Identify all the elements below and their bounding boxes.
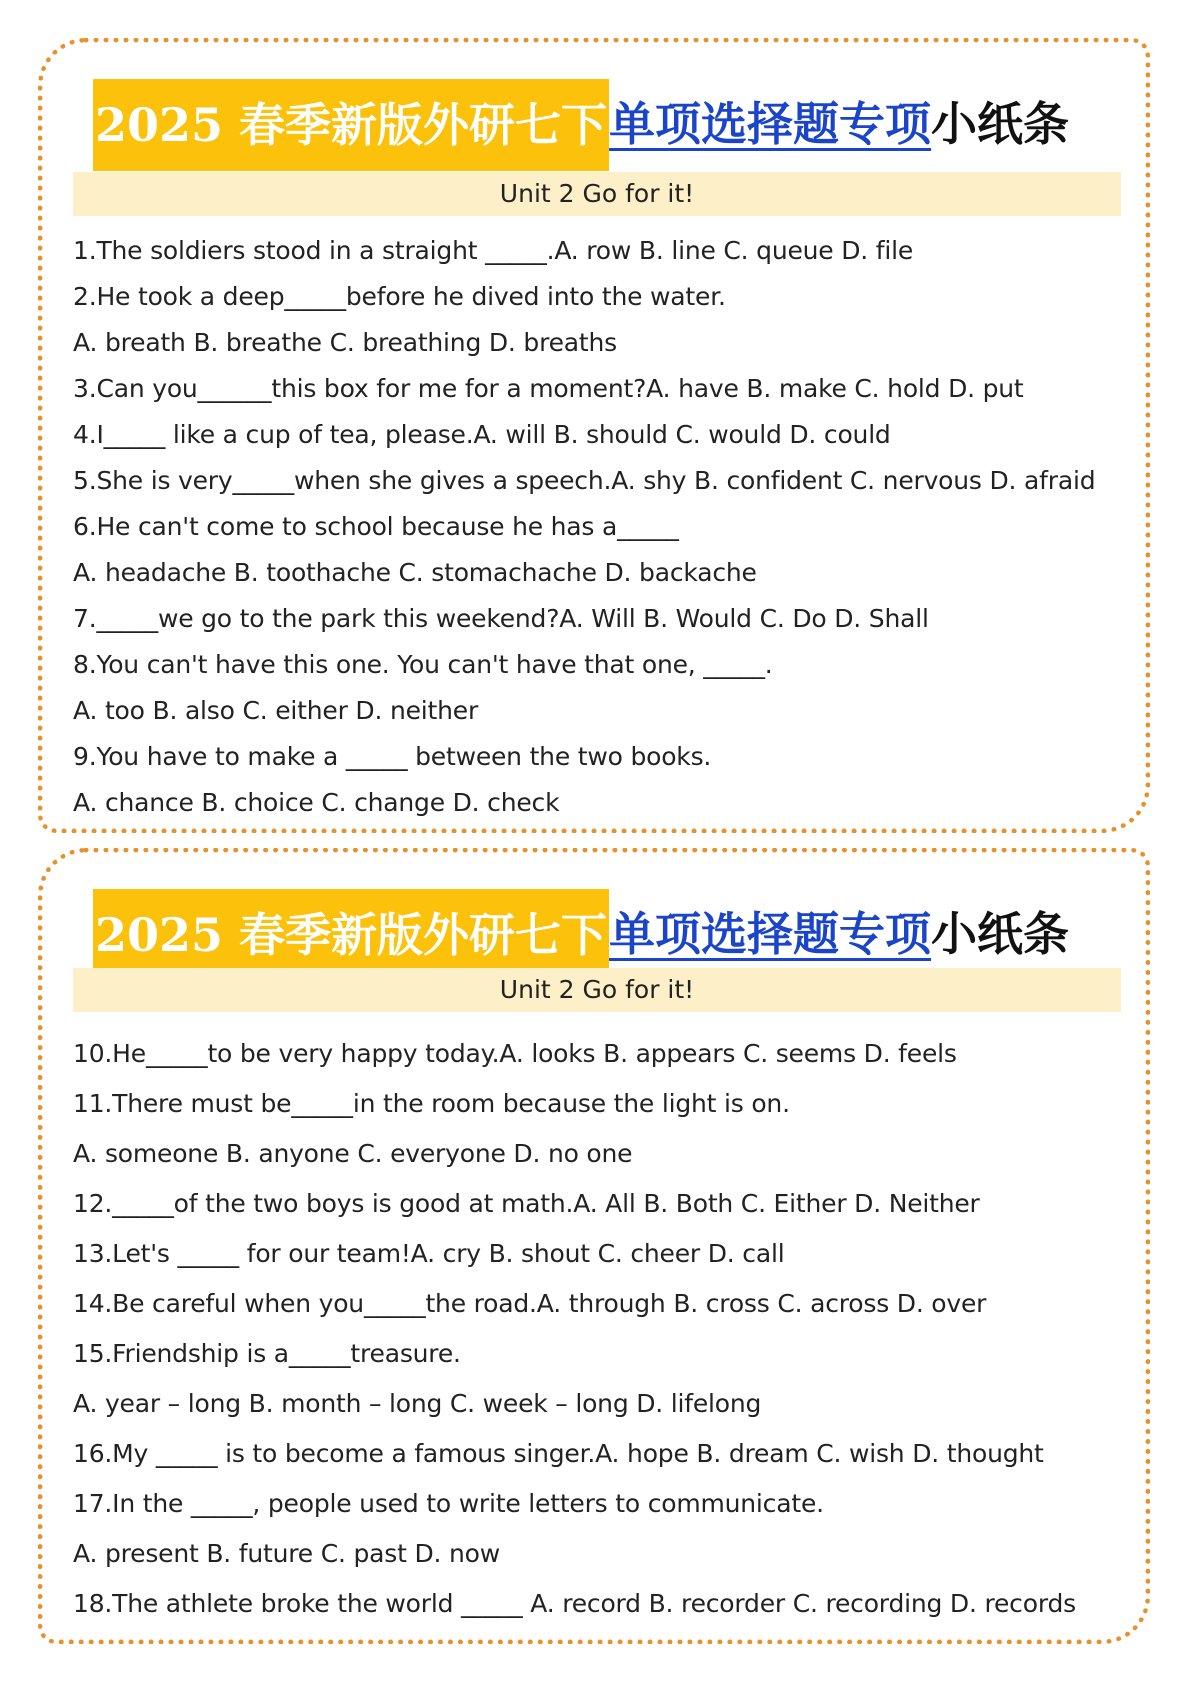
question-list <box>73 1029 1133 1629</box>
title-topic: 单项选择题专项 <box>609 97 932 151</box>
question-line: A. breath B. breathe C. breathing D. breaths <box>73 328 617 357</box>
question-line: 12._____of the two boys is good at math.A. All B. Both C. Either D. Neither <box>73 1189 980 1218</box>
title-highlight: 2025 春季新版外研七下 <box>93 889 609 981</box>
question-line: 11.There must be_____in the room because the light is on. <box>73 1089 790 1118</box>
question-line: A. chance B. choice C. change D. check <box>73 788 560 817</box>
question-line: 10.He_____to be very happy today.A. looks B. appears C. seems D. feels <box>73 1039 957 1068</box>
question-line: 4.I_____ like a cup of tea, please.A. will B. should C. would D. could <box>73 420 891 449</box>
question-line: 16.My _____ is to become a famous singer.A. hope B. dream C. wish D. thought <box>73 1439 1044 1468</box>
question-line: A. someone B. anyone C. everyone D. no one <box>73 1139 633 1168</box>
question-line: 13.Let's _____ for our team!A. cry B. shout C. cheer D. call <box>73 1239 785 1268</box>
question-list <box>73 228 1133 826</box>
question-line: 7._____we go to the park this weekend?A. Will B. Would C. Do D. Shall <box>73 604 929 633</box>
title-suffix: 小纸条 <box>931 907 1070 961</box>
card-title <box>93 79 1153 171</box>
question-line: 2.He took a deep_____before he dived into the water. <box>73 282 726 311</box>
question-line: 8.You can't have this one. You can't have that one, _____. <box>73 650 773 679</box>
question-line: A. present B. future C. past D. now <box>73 1539 500 1568</box>
unit-heading: Unit 2 Go for it! <box>73 968 1121 1012</box>
question-line: 3.Can you______this box for me for a moment?A. have B. make C. hold D. put <box>73 374 1024 403</box>
question-line: A. headache B. toothache C. stomachache D. backache <box>73 558 757 587</box>
note-card-1 <box>38 38 1150 833</box>
note-card-2 <box>38 848 1150 1644</box>
question-line: 9.You have to make a _____ between the two books. <box>73 742 712 771</box>
title-suffix: 小纸条 <box>931 97 1070 151</box>
question-line: 1.The soldiers stood in a straight _____.A. row B. line C. queue D. file <box>73 236 914 265</box>
question-line: 18.The athlete broke the world _____ A. record B. recorder C. recording D. records <box>73 1589 1076 1618</box>
question-line: 15.Friendship is a_____treasure. <box>73 1339 461 1368</box>
question-line: A. year – long B. month – long C. week – long D. lifelong <box>73 1389 762 1418</box>
question-line: 14.Be careful when you_____the road.A. through B. cross C. across D. over <box>73 1289 987 1318</box>
title-highlight: 2025 春季新版外研七下 <box>93 79 609 171</box>
question-line: 17.In the _____, people used to write letters to communicate. <box>73 1489 824 1518</box>
title-topic: 单项选择题专项 <box>609 907 932 961</box>
question-line: A. too B. also C. either D. neither <box>73 696 479 725</box>
unit-heading: Unit 2 Go for it! <box>73 172 1121 216</box>
question-line: 6.He can't come to school because he has a_____ <box>73 512 679 541</box>
question-line: 5.She is very_____when she gives a speech.A. shy B. confident C. nervous D. afraid <box>73 466 1096 495</box>
